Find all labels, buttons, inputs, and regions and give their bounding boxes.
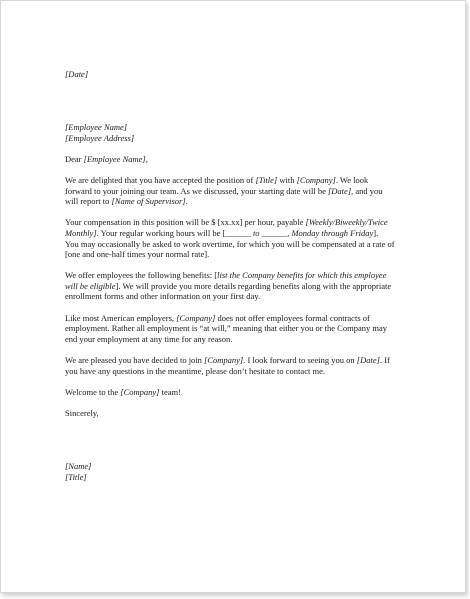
paragraph-position <box>65 175 407 207</box>
title-placeholder: [Title] <box>255 174 278 185</box>
text: employment. Rather all employment is “at will,” meaning that either you or the Company may <box>65 323 387 334</box>
days-placeholder: Monday through Friday <box>291 227 374 238</box>
text: . We look <box>335 174 369 185</box>
company-placeholder: [Company] <box>204 355 244 366</box>
date-line <box>65 69 407 80</box>
text: You may occasionally be asked to work overtime, for which you will be compensated at a rate of <box>65 238 395 249</box>
date-placeholder: [Date] <box>65 69 89 79</box>
salutation-prefix: Dear <box>65 153 84 164</box>
company-placeholder: [Company] <box>120 386 160 397</box>
text: . I look forward to seeing you on <box>243 355 357 366</box>
signature-space <box>65 429 407 461</box>
supervisor-placeholder: [Name of Supervisor] <box>111 196 186 207</box>
closing <box>65 408 407 419</box>
salutation-suffix: , <box>145 153 148 164</box>
closing-text: Sincerely, <box>65 408 99 419</box>
text: Your compensation in this position will be $ [xx.xx] per hour, payable <box>65 217 306 228</box>
employee-address-placeholder: [Employee Address] <box>65 132 135 143</box>
text: does not offer employees formal contracts of <box>215 312 370 323</box>
text: We offer employees the following benefits: [ <box>65 270 218 281</box>
text: We are delighted that you have accepted the position of <box>65 174 256 185</box>
pay-frequency-placeholder-cont: Monthly] <box>65 227 97 238</box>
text: you have any questions in the meantime, please don’t hesitate to contact me. <box>65 365 325 376</box>
pay-frequency-placeholder: [Weekly/Biweekly/Twice <box>305 217 388 228</box>
text: We are pleased you have decided to join <box>65 355 205 366</box>
paragraph-at-will <box>65 313 407 345</box>
signer-title-placeholder: [Title] <box>65 471 87 482</box>
hours-placeholder: ______ to ______ <box>225 227 288 238</box>
text: . Your regular working hours will be [ <box>96 227 226 238</box>
text: Like most American employers, <box>65 312 177 323</box>
paragraph-compensation <box>65 217 407 259</box>
text: with <box>277 174 297 185</box>
welcome-line <box>65 387 407 398</box>
text: ]. <box>373 227 379 238</box>
paragraph-benefits <box>65 270 407 302</box>
text: will report to <box>65 196 112 207</box>
benefits-placeholder: list the Company benefits for which this employee <box>217 270 387 281</box>
date-placeholder: [Date] <box>327 185 352 196</box>
text: enrollment forms and other information on your first day. <box>65 291 261 302</box>
text: , and you <box>351 185 383 196</box>
text: Welcome to the <box>65 386 121 397</box>
text: [one and one-half times your normal rate]. <box>65 249 210 260</box>
employee-name-placeholder: [Employee Name] <box>65 121 128 132</box>
signer-name-placeholder: [Name] <box>65 461 92 471</box>
spacer <box>65 90 407 122</box>
text: . <box>185 196 188 207</box>
text: ]. We will provide you more details regarding benefits along with the appropriate <box>115 280 392 291</box>
recipient-block <box>65 122 407 143</box>
company-placeholder: [Company] <box>296 174 336 185</box>
text: forward to your joining our team. As we discussed, your starting date will be <box>65 185 328 196</box>
text: , <box>287 227 292 238</box>
letter-body <box>65 69 407 493</box>
text: end your employment at any time for any reason. <box>65 333 233 344</box>
signature-block <box>65 461 407 482</box>
salutation <box>65 154 407 165</box>
text: team! <box>159 386 181 397</box>
date-placeholder: [Date] <box>356 355 380 366</box>
paragraph-closing <box>65 355 407 376</box>
salutation-name: [Employee Name] <box>83 153 146 164</box>
company-placeholder: [Company] <box>176 312 216 323</box>
benefits-placeholder-cont: will be eligible <box>65 280 116 291</box>
text: . If <box>379 355 390 366</box>
